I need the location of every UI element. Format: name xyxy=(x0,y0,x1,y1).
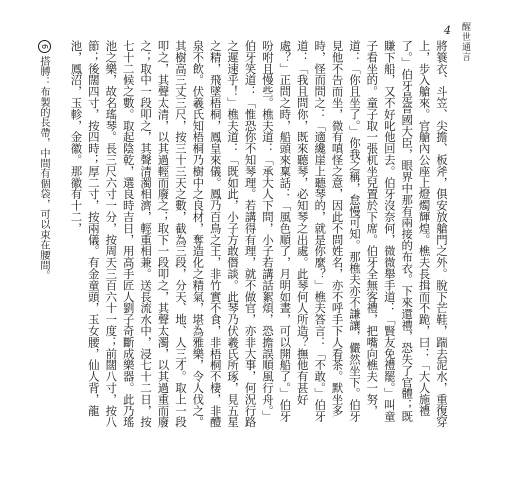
footnote-text: 搭膊：布製的長帶，中間有個袋，可以束在腰間。 xyxy=(38,56,49,281)
page-number: 4 xyxy=(444,24,451,37)
main-text-block xyxy=(55,40,450,430)
main-text: 將簑衣、斗笠、尖擔、板斧，俱安放艙門之外。脫下芒鞋，踹去泥水，重復穿上，步入艙來。官艙內公座上燈燭輝煌。樵夫長揖而不跪，曰：「大人施禮了。」伯牙是晉國大臣，眼界中那有兩接的布衣。下來還禮，恐失了官體；既賺下船，又不好叱他回去。伯牙沒奈何，微微舉手道：「賢友免禮罷。」叫童子看坐的。童子取一張杌坐兒置於下席。伯牙全無客禮，把嘴向樵夫一努，道：「你且坐了。」你我之稱，怠慢可知。那樵夫亦不謙讓，儼然坐下。伯牙見他不告而坐，微有嗔怪之意，因此不問姓名，亦不呼手下人看茶。默坐多時，怪而問之：「適纔崖上聽琴的，就是你麼？」樵夫答言：「不敢。」伯牙道：「我且問你，既來聽琴，必知琴之出處。此琴何人所造？撫他有甚好處？」正問之時，船頭來稟話：「風色順了，月明如晝，可以開船了。」伯牙吩咐且慢些。樵夫道：「承大人下問，小子若講話絮煩，恐擔誤順風行舟。」伯牙笑道：「惟恐你不知琴理。若講得有理，就不做官，亦非大事，何況行路之遲速乎！」樵夫道：「既如此，小子方敢僭談。此琴乃伏羲氏所琢，見五星之精，飛墜梧桐，鳳皇來儀。鳳乃百鳥之王，非竹實不食，非梧桐不棲，非醴泉不飲。伏羲氏知梧桐乃樹中之良材，奪造化之精氣，堪為雅樂，令人伐之。其樹高三丈三尺，按三十三天之數，截為三段，分天、地、人三才。取上一段叩之，其聲太清，以其過輕而廢之；取下一段叩之，其聲太濁，以其過重而廢之；取中一段叩之，其聲清濁相濟，輕重相兼。送長流水中，浸七十二日，按七十二候之數。取起陰乾，選良時吉日，用高手匠人劉子奇斷成樂器。此乃瑤池之樂，故名瑤琴。長三尺六寸一分，按周天三百六十一度；前闊八寸，按八節；後闊四寸，按四時；厚二寸，按兩儀。有金童頭，玉女腰，仙人背，龍池，鳳沼，玉軫，金徽。那徽有十二， xyxy=(69,40,449,428)
footnote xyxy=(36,40,51,340)
running-title: 醒世通言 xyxy=(460,22,470,62)
footnote-marker: 6 xyxy=(38,40,51,53)
